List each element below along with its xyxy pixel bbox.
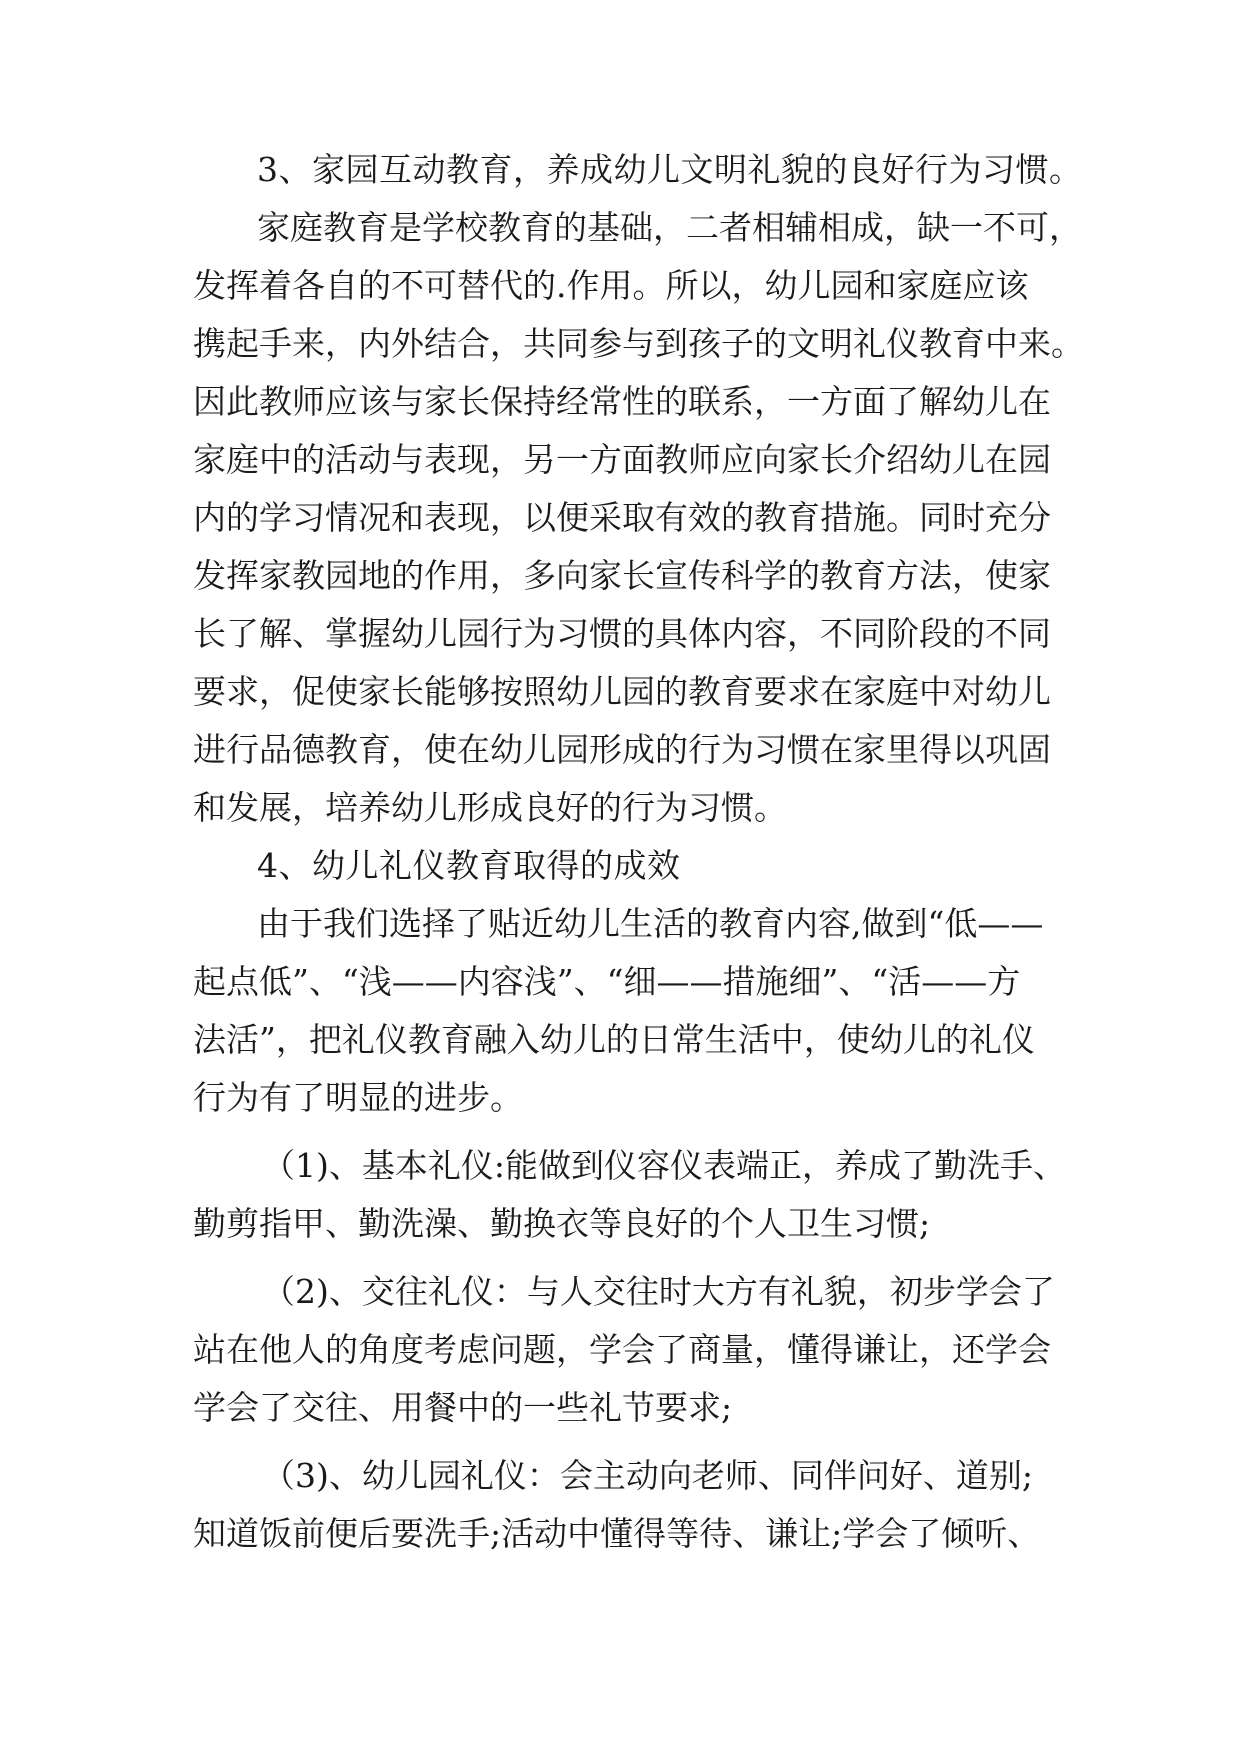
list-item-line: 知道饭前便后要洗手;活动中懂得等待、谦让;学会了倾听、: [193, 1514, 1041, 1553]
paragraph-line: 法活”，把礼仪教育融入幼儿的日常生活中，使幼儿的礼仪: [193, 1020, 1035, 1059]
paragraph-line: 家庭中的活动与表现，另一方面教师应向家长介绍幼儿在园: [193, 440, 1051, 479]
paragraph-line: 因此教师应该与家长保持经常性的联系，一方面了解幼儿在: [193, 382, 1051, 421]
paragraph-line: 发挥家教园地的作用，多向家长宣传科学的教育方法，使家: [193, 556, 1051, 595]
paragraph-line: 进行品德教育，使在幼儿园形成的行为习惯在家里得以巩固: [193, 730, 1051, 769]
section-heading-3: 3、家园互动教育，养成幼儿文明礼貌的良好行为习惯。: [257, 150, 1083, 189]
paragraph-line: 由于我们选择了贴近幼儿生活的教育内容,做到“低——: [257, 904, 1044, 943]
list-item-line: 学会了交往、用餐中的一些礼节要求;: [193, 1388, 733, 1427]
paragraph-line: 行为有了明显的进步。: [193, 1078, 523, 1117]
section-heading-4: 4、幼儿礼仪教育取得的成效: [257, 846, 681, 885]
list-item-line: （3)、幼儿园礼仪：会主动向老师、同伴问好、道别;: [262, 1456, 1033, 1495]
paragraph-line: 要求，促使家长能够按照幼儿园的教育要求在家庭中对幼儿: [193, 672, 1051, 711]
list-item-line: 站在他人的角度考虑问题，学会了商量，懂得谦让，还学会: [193, 1330, 1051, 1369]
list-item-line: 勤剪指甲、勤洗澡、勤换衣等良好的个人卫生习惯;: [193, 1204, 931, 1243]
paragraph-line: 内的学习情况和表现，以便采取有效的教育措施。同时充分: [193, 498, 1051, 537]
paragraph-line: 长了解、掌握幼儿园行为习惯的具体内容，不同阶段的不同: [193, 614, 1051, 653]
paragraph-line: 起点低”、“浅——内容浅”、“细——措施细”、“活——方: [193, 962, 1021, 1001]
list-item-line: （1)、基本礼仪:能做到仪容仪表端正，养成了勤洗手、: [262, 1146, 1066, 1185]
paragraph-line: 和发展，培养幼儿形成良好的行为习惯。: [193, 788, 787, 827]
list-item-line: （2)、交往礼仪：与人交往时大方有礼貌，初步学会了: [262, 1272, 1055, 1311]
paragraph-line: 携起手来，内外结合，共同参与到孩子的文明礼仪教育中来。: [193, 324, 1084, 363]
paragraph-line: 家庭教育是学校教育的基础，二者相辅相成，缺一不可，: [257, 208, 1082, 247]
paragraph-line: 发挥着各自的不可替代的.作用。所以，幼儿园和家庭应该: [193, 266, 1029, 305]
